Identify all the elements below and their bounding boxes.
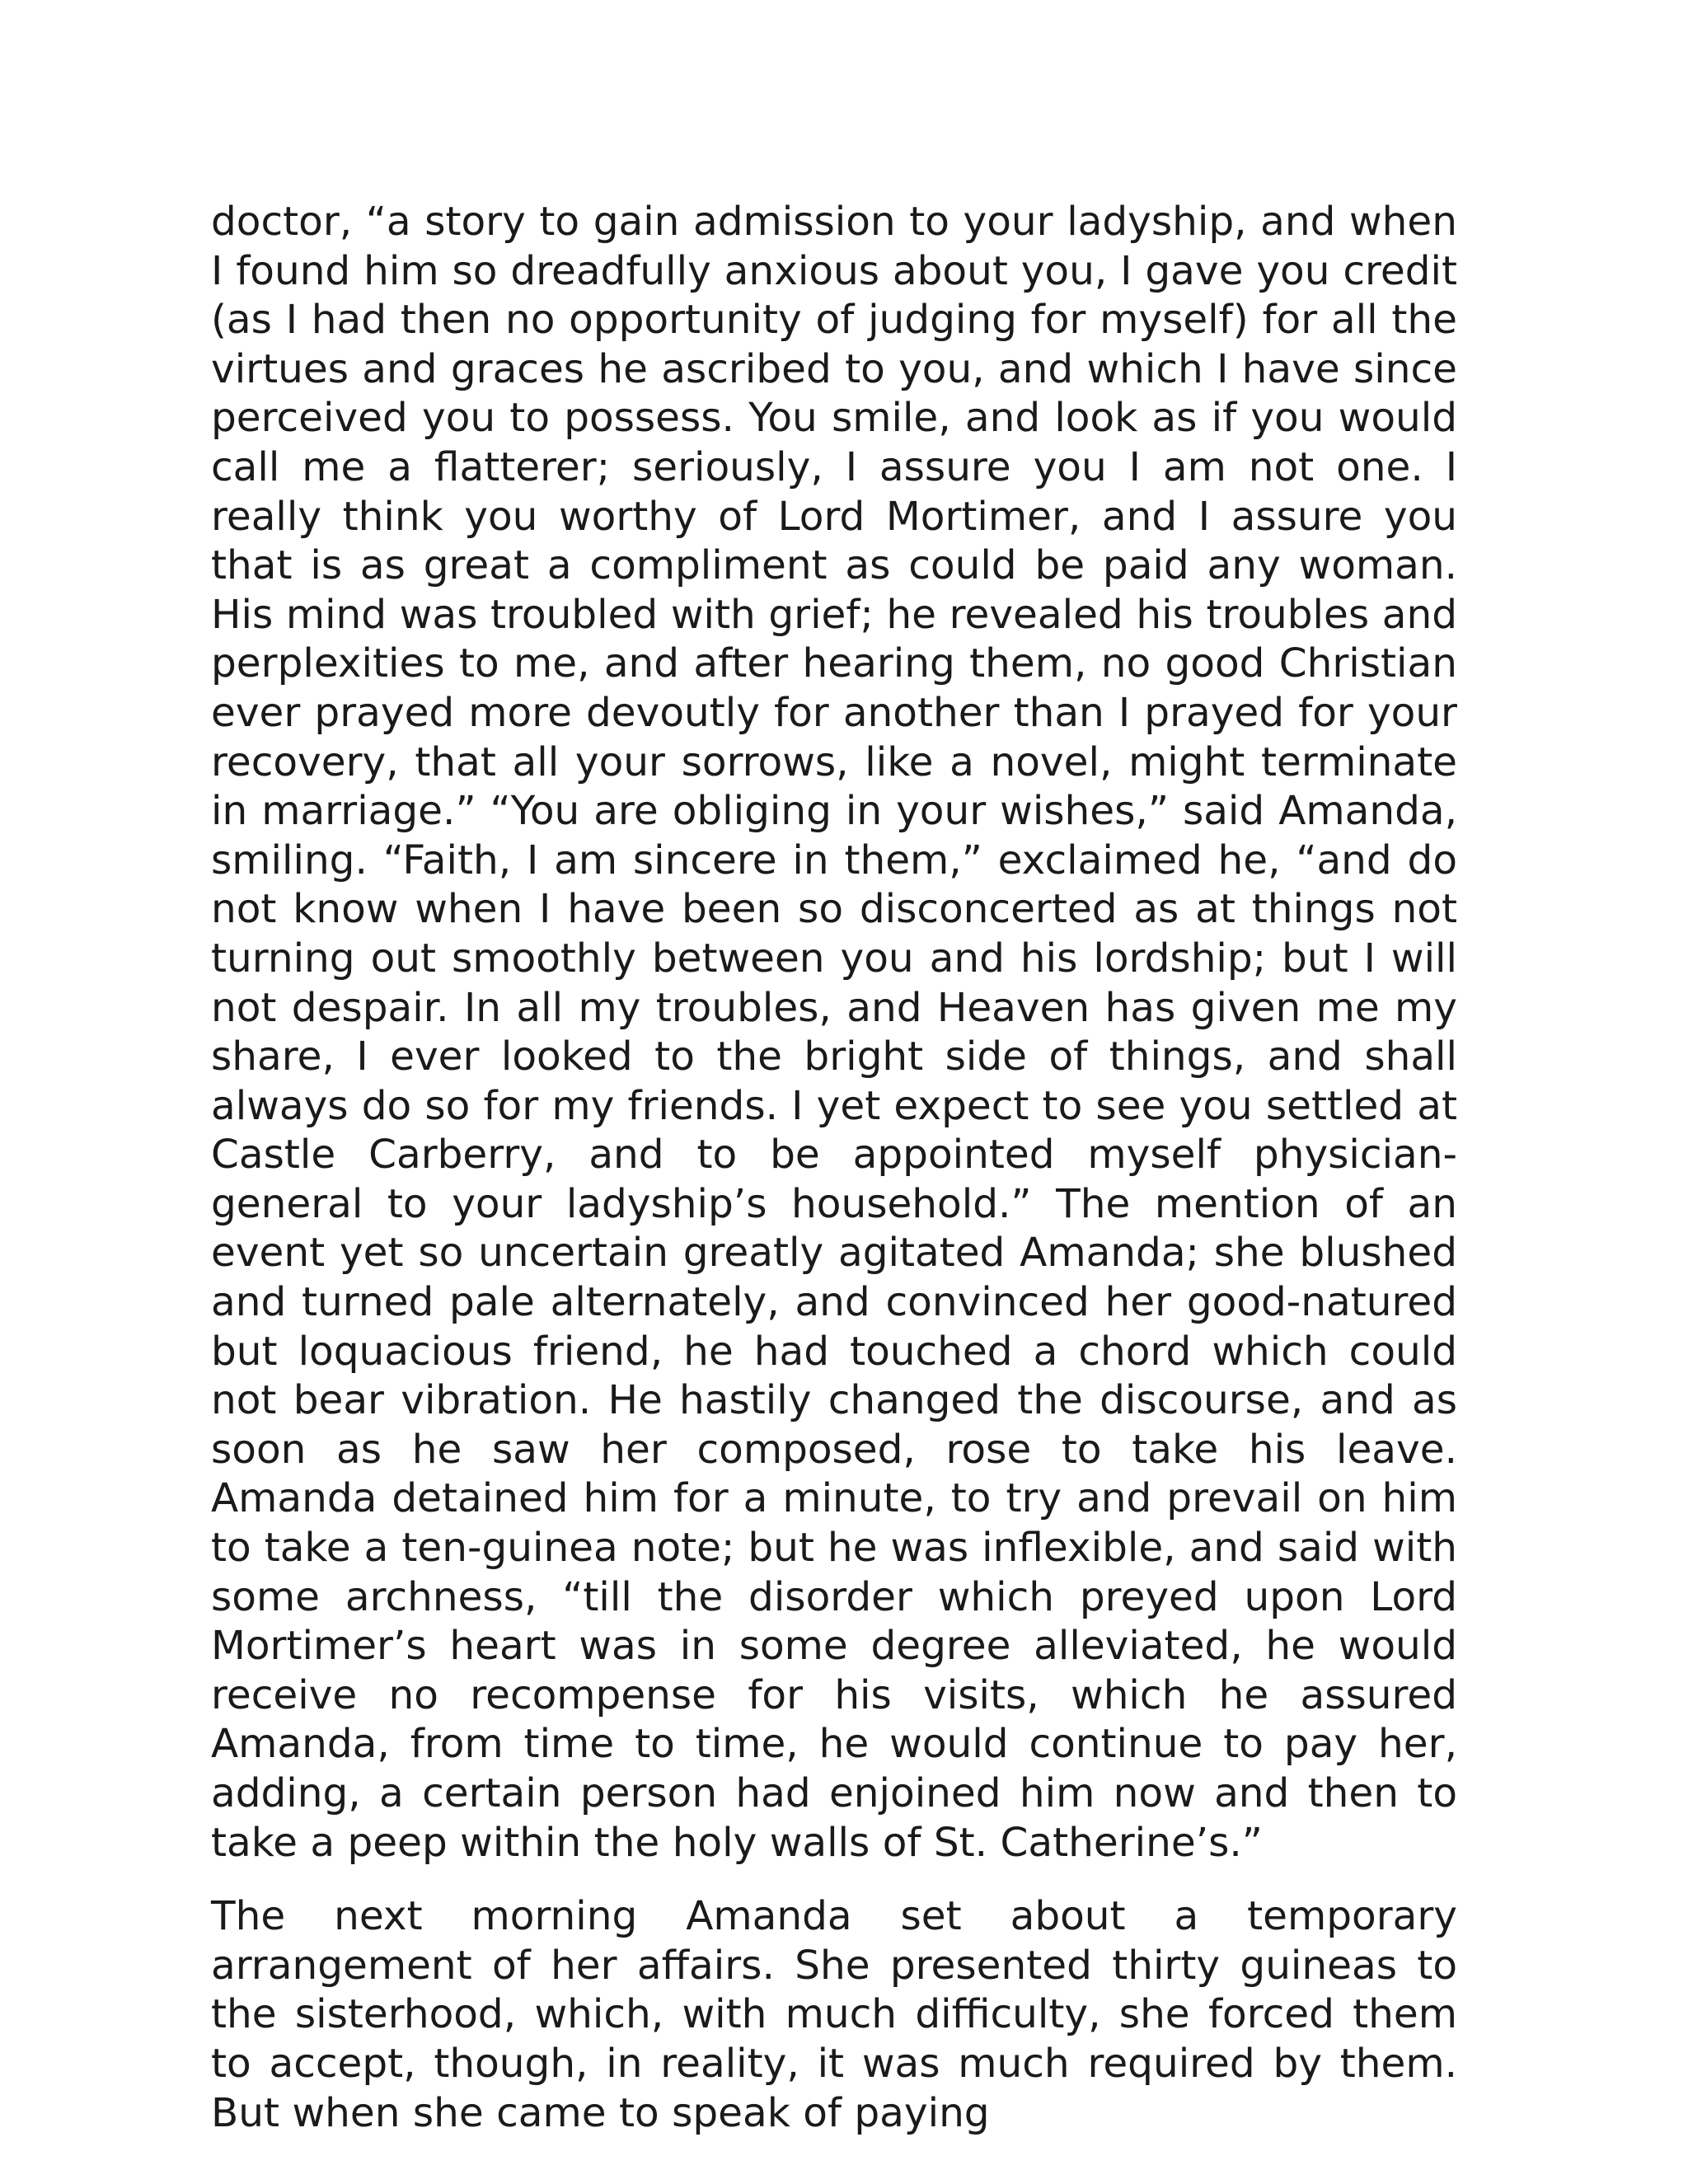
paragraph-2: The next morning Amanda set about a temporary arrangement of her affairs. She presented thirty guineas to the sisterhood, which, with much difficulty, she forced them to accept, though, in reality, it was much required by them. But when she came to speak of paying — [211, 1893, 1457, 2136]
paragraph-1: doctor, “a story to gain admission to your ladyship, and when I found him so dreadfully anxious about you, I gave you credit (as I had then no opportunity of judging for myself) for all the virtues and graces he ascribed to you, and which I have since perceived you to possess. You smile, and look as if you would call me a flatterer; seriously, I assure you I am not one. I really think you worthy of Lord Mortimer, and I assure you that is as great a compliment as could be paid any woman. His mind was troubled with grief; he revealed his troubles and perplexities to me, and after hearing them, no good Christian ever prayed more devoutly for another than I prayed for your recovery, that all your sorrows, like a novel, might terminate in marriage.” “You are obliging in your wishes,” said Amanda, smiling. “Faith, I am sincere in them,” exclaimed he, “and do not know when I have been so disconcerted as at things not turning out smoothly between you and his lordship; but I will not despair. In all my troubles, and Heaven has given me my share, I ever looked to the bright side of things, and shall always do so for my friends. I yet expect to see you settled at Castle Carberry, and to be appointed myself physician-general to your ladyship’s household.” The mention of an event yet so uncertain greatly agitated Amanda; she blushed and turned pale alternately, and convinced her good-natured but loquacious friend, he had touched a chord which could not bear vibration. He hastily changed the discourse, and as soon as he saw her composed, rose to take his leave. Amanda detained him for a minute, to try and prevail on him to take a ten-guinea note; but he was inflexible, and said with some archness, “till the disorder which preyed upon Lord Mortimer’s heart was in some degree alleviated, he would receive no recompense for his visits, which he assured Amanda, from time to time, he would continue to pay her, adding, a certain person had enjoined him now and then to take a peep within the holy walls of St. Catherine’s.” — [211, 199, 1457, 1866]
body-text — [211, 198, 1457, 2138]
